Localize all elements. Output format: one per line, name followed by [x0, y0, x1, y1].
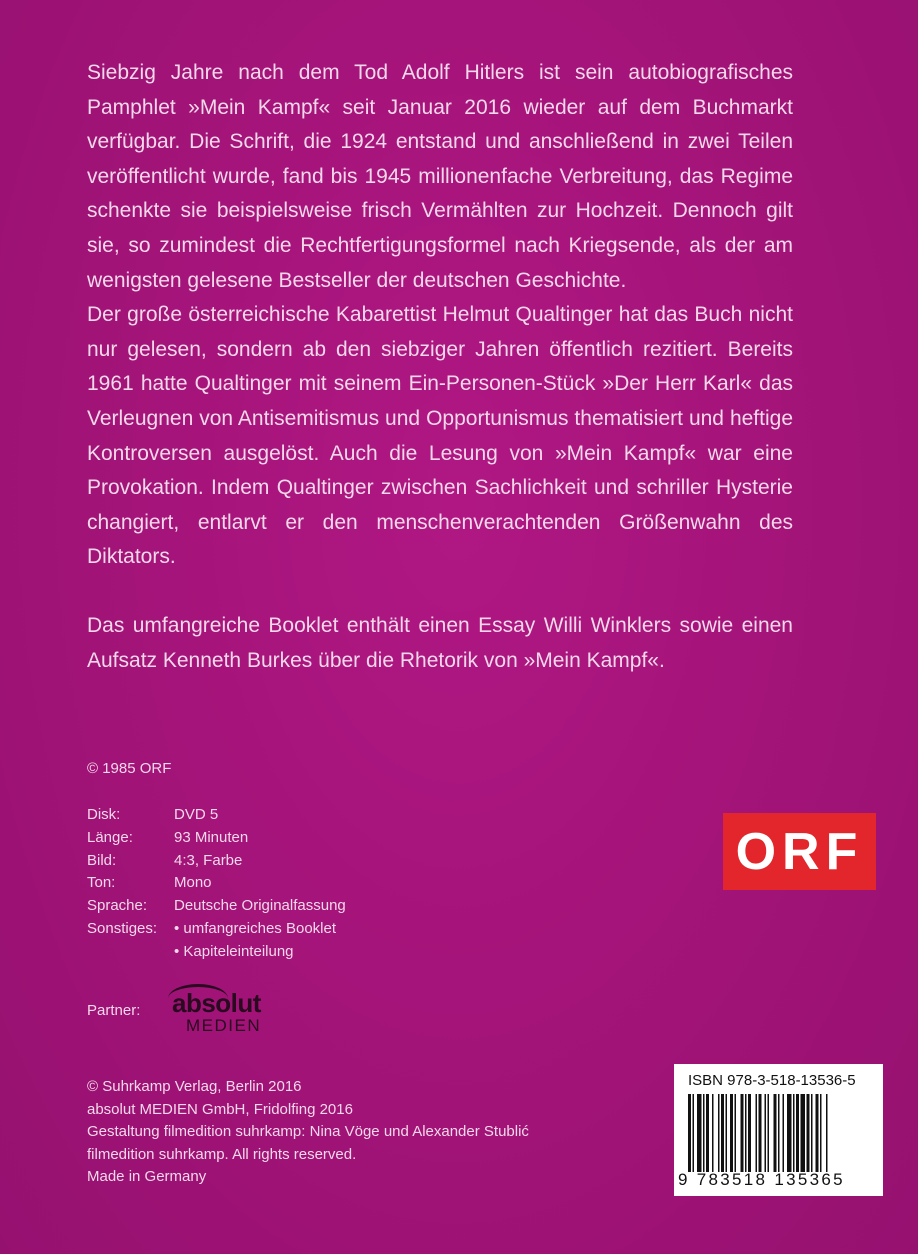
technical-specs [87, 804, 346, 964]
description-paragraph-2: Der große österreichische Kabarettist Helmut Qualtinger hat das Buch nicht nur gelesen, sondern ab den siebziger Jahren öffentlich rezitiert. Bereits 1961 hatte Qualtinger mit seinem Ein-Personen-Stück »Der Herr Karl« das Verleugnen von Antisemitismus und Opportunismus thematisiert und heftige Kontroversen ausgelöst. Auch die Lesung von »Mein Kampf« war eine Provokation. Indem Qualtinger zwischen Sachlichkeit und schriller Hysterie changiert, entlarvt er den menschenverachtenden Größenwahn des Diktators. [87, 303, 793, 569]
barcode-bar [811, 1094, 813, 1172]
barcode-bar [807, 1094, 810, 1172]
barcode-bar [759, 1094, 762, 1172]
imprint [87, 1076, 529, 1189]
barcode-bar [730, 1094, 733, 1172]
barcode-bar [706, 1094, 709, 1172]
description-paragraph-3: Das umfangreiche Booklet enthält einen Essay Willi Winklers sowie einen Aufsatz Kenneth Burkes über die Rhetorik von »Mein Kampf«. [87, 613, 793, 672]
barcode-bar [826, 1094, 828, 1172]
barcode-bar [774, 1094, 777, 1172]
barcode-bar [796, 1094, 799, 1172]
barcode-bar [735, 1094, 737, 1172]
barcode-bar [820, 1094, 822, 1172]
barcode-bar [787, 1094, 792, 1172]
barcode-bar [712, 1094, 714, 1172]
barcode-bar [688, 1094, 691, 1172]
orf-copyright: © 1985 ORF [87, 760, 172, 777]
description-paragraph-1: Siebzig Jahre nach dem Tod Adolf Hitlers ist sein autobiografisches Pamphlet »Mein Kampf« seit Januar 2016 wieder auf dem Buchmarkt verfügbar. Die Schrift, die 1924 entstand und anschließend in zwei Teilen veröffentlicht wurde, fand bis 1945 millionenfache Verbreitung, das Regime schenkte sie beispielsweise frisch Vermählten zur Hochzeit. Dennoch gilt sie, so zumindest die Rechtfertigungsformel nach Kriegsende, als der am wenigsten gelesene Bestseller der deutschen Geschichte. [87, 61, 793, 292]
partner-label: Partner: [87, 1002, 141, 1019]
spec-value: Mono [174, 874, 212, 892]
barcode-bar [765, 1094, 767, 1172]
spec-disk [87, 804, 346, 827]
spec-value: 4:3, Farbe [174, 851, 243, 869]
spec-label: Disk: [87, 806, 121, 823]
barcode-bar [816, 1094, 819, 1172]
spec-sound [87, 872, 346, 895]
barcode-bar [726, 1094, 728, 1172]
spec-value: Deutsche Originalfassung [174, 897, 346, 915]
spec-length [87, 827, 346, 850]
barcode-bar [768, 1094, 770, 1172]
barcode-bar [703, 1094, 705, 1172]
barcode-bar [741, 1094, 744, 1172]
barcode-bars [688, 1094, 872, 1172]
imprint-line: Gestaltung filmedition suhrkamp: Nina Vöge und Alexander Stublić [87, 1123, 529, 1140]
barcode-bar [793, 1094, 795, 1172]
spec-language [87, 895, 346, 918]
imprint-line: © Suhrkamp Verlag, Berlin 2016 [87, 1078, 302, 1095]
spec-value: DVD 5 [174, 806, 219, 823]
barcode-bar [801, 1094, 806, 1172]
absolut-medien-logo [172, 990, 272, 1050]
spec-misc-item: • umfangreiches Booklet [174, 918, 336, 941]
barcode-bar [693, 1094, 695, 1172]
barcode-bar [748, 1094, 751, 1172]
spec-misc-continued [87, 941, 346, 964]
isbn-text: ISBN 978-3-518-13536-5 [688, 1072, 856, 1089]
logo-word-medien: MEDIEN [186, 1016, 262, 1035]
imprint-line: absolut MEDIEN GmbH, Fridolfing 2016 [87, 1100, 353, 1118]
logo-arc [168, 984, 228, 1013]
spec-picture [87, 850, 346, 873]
barcode-label [674, 1064, 883, 1196]
barcode-bar [718, 1094, 720, 1172]
imprint-line: filmedition suhrkamp. All rights reserved. [87, 1145, 357, 1163]
imprint-line: Made in Germany [87, 1168, 207, 1185]
barcode-bar [721, 1094, 724, 1172]
spec-label: Länge: [87, 828, 133, 846]
spec-label: Sonstiges: [87, 919, 158, 937]
spec-misc-item: • Kapiteleinteilung [174, 941, 294, 964]
logo-word-absolut: absolut [172, 988, 261, 1018]
spec-misc [87, 918, 346, 941]
spec-label: Ton: [87, 874, 116, 892]
barcode-bar [778, 1094, 780, 1172]
spec-label: Sprache: [87, 897, 148, 915]
orf-logo: ORF [723, 813, 876, 890]
barcode-bar [745, 1094, 747, 1172]
spec-label: Bild: [87, 851, 117, 869]
barcode-bar [697, 1094, 702, 1172]
barcode-bar [783, 1094, 785, 1172]
barcode-digits: 9 783518 135365 [678, 1170, 845, 1189]
description-text [87, 56, 793, 678]
spec-value: 93 Minuten [174, 828, 249, 846]
barcode-bar [756, 1094, 758, 1172]
